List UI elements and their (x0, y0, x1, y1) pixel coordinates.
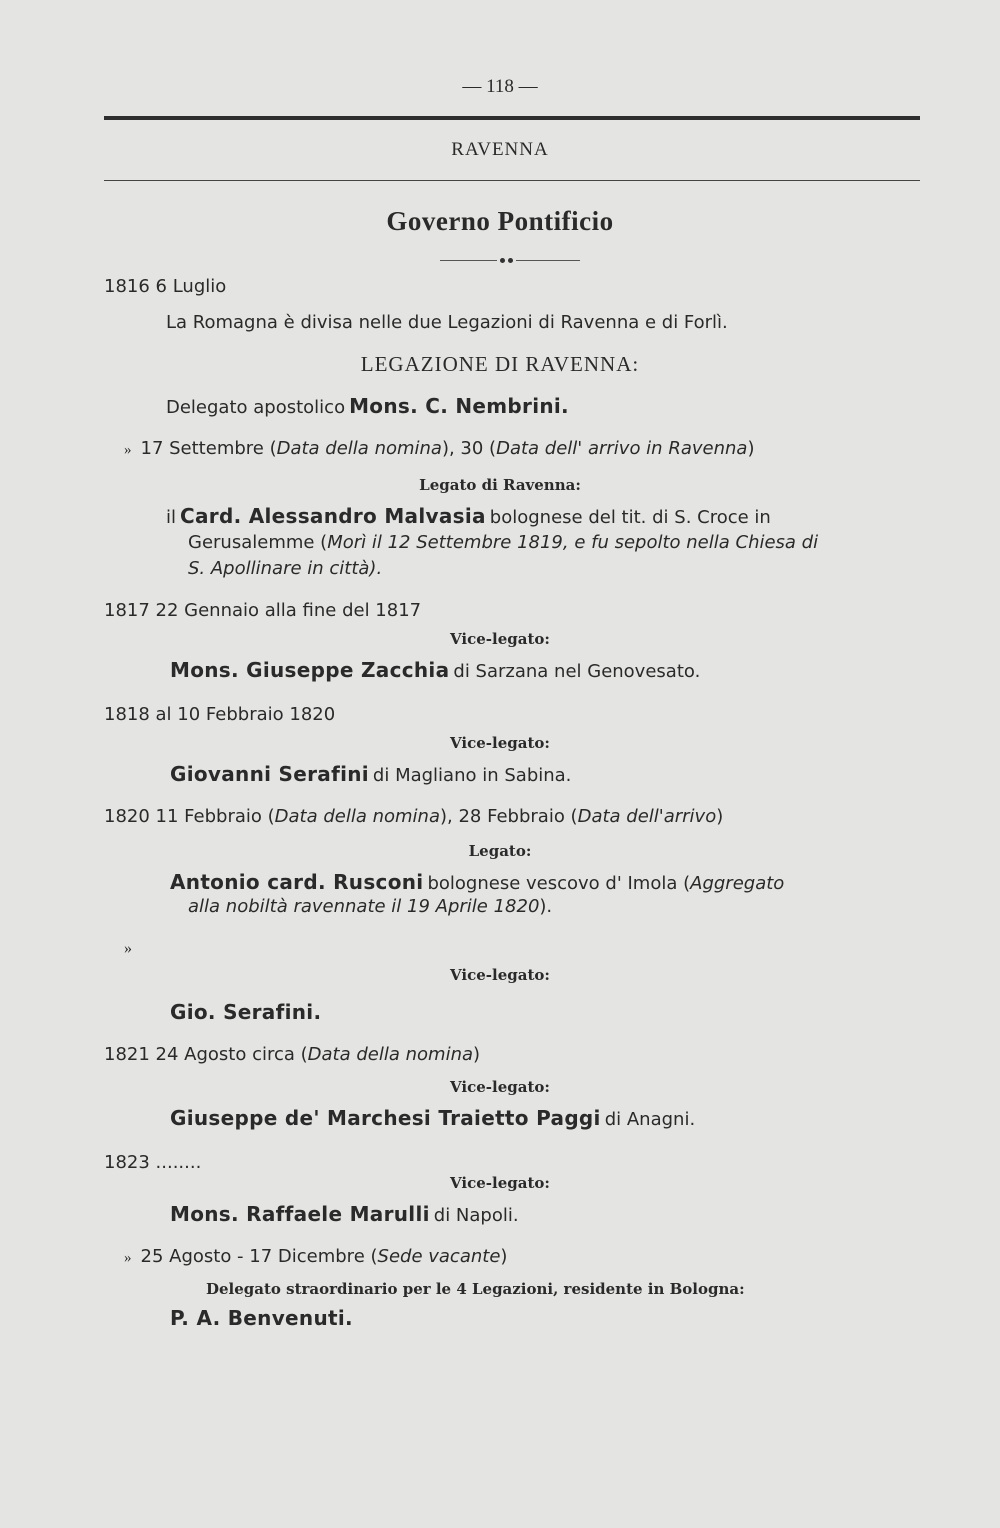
settembre-nomina: Data della nomina (276, 438, 442, 459)
malvasia-line-2 (188, 532, 818, 553)
vice-legato-role-2: Vice-legato: (450, 734, 550, 752)
malvasia-rest: bolognese del tit. di S. Croce in (489, 507, 771, 528)
settembre-text-2: ), 30 ( (441, 438, 497, 459)
malvasia-name: Card. Alessandro Malvasia (180, 504, 486, 528)
malvasia-l2a: Gerusalemme ( (188, 532, 328, 553)
settembre-text-3: ) (747, 438, 755, 459)
legazione-heading: LEGAZIONE DI RAVENNA: (360, 352, 640, 376)
paggi-line (170, 1106, 695, 1130)
vice-legato-role-1: Vice-legato: (450, 630, 550, 648)
e1821-text-2: ) (473, 1044, 481, 1065)
e1820-nomina: Data della nomina (274, 806, 440, 827)
e1820-text: 1820 11 Febbraio ( (104, 806, 275, 827)
agosto-sede-vacante: Sede vacante (377, 1246, 501, 1267)
page-number: — 118 — (462, 76, 538, 97)
e1821-text: 1821 24 Agosto circa ( (104, 1044, 308, 1065)
settembre-line (124, 438, 754, 459)
malvasia-line-1 (166, 504, 771, 528)
marulli-line (170, 1202, 519, 1226)
marulli-name: Mons. Raffaele Marulli (170, 1202, 430, 1226)
benvenuti-name: P. A. Benvenuti. (170, 1306, 353, 1330)
entry-1816-date: 1816 6 Luglio (104, 276, 227, 297)
zacchia-rest: di Sarzana nel Genovesato. (453, 661, 701, 682)
legato-role: Legato: (468, 842, 532, 860)
delegato-name: Mons. C. Nembrini. (349, 394, 569, 418)
e1820-text-3: ) (716, 806, 724, 827)
settembre-arrivo: Data dell' arrivo in Ravenna (496, 438, 748, 459)
serafini-rest: di Magliano in Sabina. (372, 765, 572, 786)
rusconi-line-2 (188, 896, 552, 917)
paggi-name: Giuseppe de' Marchesi Traietto Paggi (170, 1106, 601, 1130)
page-title: Governo Pontificio (386, 206, 614, 236)
rusconi-name: Antonio card. Rusconi (170, 870, 424, 894)
serafini-line (170, 762, 571, 786)
rusconi-line-1 (170, 870, 784, 894)
ditto-mark-2: » (124, 940, 132, 957)
settembre-text: 17 Settembre ( (140, 438, 277, 459)
malvasia-line-3: S. Apollinare in città). (188, 558, 383, 579)
entry-1817-date: 1817 22 Gennaio alla fine del 1817 (104, 600, 422, 621)
zacchia-name: Mons. Giuseppe Zacchia (170, 658, 450, 682)
agosto-line (124, 1246, 507, 1267)
malvasia-l2b: Morì il 12 Settembre 1819, e fu sepolto nella Chiesa di (327, 532, 819, 553)
paggi-rest: di Anagni. (604, 1109, 696, 1130)
e1820-arrivo: Data dell'arrivo (577, 806, 717, 827)
e1820-text-2: ), 28 Febbraio ( (440, 806, 578, 827)
delegato-label: Delegato apostolico (166, 397, 346, 418)
header-rule-thick (104, 116, 920, 120)
ditto-mark-3: » (124, 1250, 132, 1266)
section-header: RAVENNA (451, 139, 549, 160)
rusconi-aggregato: Aggregato (690, 873, 785, 894)
rusconi-l2: alla nobiltà ravennate il 19 Aprile 1820 (188, 896, 540, 917)
vice-legato-role-4: Vice-legato: (450, 1078, 550, 1096)
gio-serafini-name: Gio. Serafini. (170, 1000, 322, 1024)
e1821-nomina: Data della nomina (307, 1044, 474, 1065)
vice-legato-role-5: Vice-legato: (450, 1174, 550, 1192)
entry-1821-line (104, 1044, 480, 1065)
serafini-name: Giovanni Serafini (170, 762, 369, 786)
entry-1818-date: 1818 al 10 Febbraio 1820 (104, 704, 336, 725)
delegato-line (166, 394, 569, 418)
legato-ravenna-role: Legato di Ravenna: (419, 476, 581, 494)
header-rule-thin (104, 180, 920, 181)
rusconi-l2-end: ). (539, 896, 553, 917)
malvasia-prefix: il (166, 507, 177, 528)
entry-1820-line (104, 806, 723, 827)
vice-legato-role-3: Vice-legato: (450, 966, 550, 984)
entry-1816-text: La Romagna è divisa nelle due Legazioni di Ravenna e di Forlì. (166, 312, 728, 333)
marulli-rest: di Napoli. (433, 1205, 519, 1226)
entry-1823-date: 1823 ........ (104, 1152, 202, 1173)
ditto-mark: » (124, 442, 132, 458)
rusconi-rest: bolognese vescovo d' Imola ( (427, 873, 691, 894)
zacchia-line (170, 658, 700, 682)
delegato-straordinario-role: Delegato straordinario per le 4 Legazioni, residente in Bologna: (206, 1280, 745, 1298)
agosto-text: 25 Agosto - 17 Dicembre ( (140, 1246, 378, 1267)
agosto-text-2: ) (500, 1246, 508, 1267)
